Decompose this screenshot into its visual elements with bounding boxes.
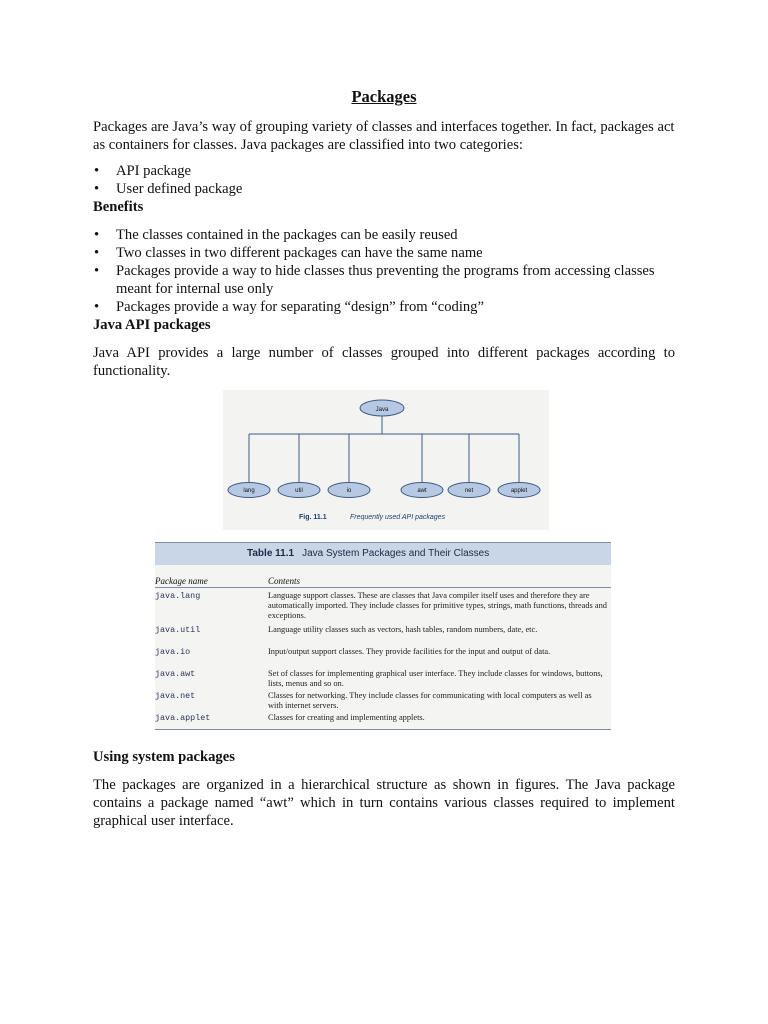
tree-node-io: [328, 483, 370, 498]
table-title: Java System Packages and Their Classes: [302, 548, 490, 559]
tree-root-node: [360, 400, 404, 416]
package-name: java.net: [155, 691, 196, 701]
tree-node-lang: [228, 483, 270, 498]
column-header-contents: Contents: [268, 576, 301, 586]
table-row: [155, 669, 611, 691]
tree-node-util: [278, 483, 320, 498]
package-contents: Language utility classes such as vectors, hash tables, random numbers, date, etc.: [268, 625, 538, 634]
list-item: • User defined package: [93, 180, 675, 198]
table-row: [155, 625, 611, 647]
package-name: java.lang: [155, 591, 201, 601]
tree-node-label: lang: [243, 488, 255, 494]
package-name: java.awt: [155, 669, 196, 679]
benefits-list: [93, 226, 675, 316]
table-label: Table 11.1: [247, 548, 295, 559]
package-tree-diagram: [223, 390, 549, 530]
tree-node-net: [448, 483, 490, 498]
document-page: [93, 86, 675, 830]
table-row: [155, 713, 611, 725]
package-contents: Classes for creating and implementing applets.: [268, 713, 425, 722]
figure-caption-label: Fig. 11.1: [299, 514, 327, 521]
tree-node-label: io: [346, 488, 352, 494]
package-contents: Set of classes for implementing graphical user interface. They include classes for windows, buttons, lists, menus and so on.: [268, 669, 603, 688]
api-paragraph: Java API provides a large number of classes grouped into different packages according to functionality.: [93, 345, 675, 379]
tree-node-label: awt: [417, 488, 427, 494]
tree-node-awt: [401, 483, 443, 498]
figure-caption-text: Frequently used API packages: [350, 514, 446, 521]
table-title-bar: [155, 542, 611, 565]
package-contents: Classes for networking. They include classes for communicating with local computers as well as with internet servers.: [268, 691, 592, 710]
tree-root-label: Java: [375, 407, 389, 413]
table-header: [155, 569, 611, 588]
package-name: java.io: [155, 647, 191, 657]
package-name: java.util: [155, 625, 201, 635]
package-tree-figure: [223, 390, 549, 530]
column-header-package: Package name: [155, 576, 208, 586]
packages-table: [155, 542, 611, 730]
table-row: [155, 591, 611, 625]
list-item: • Packages provide a way to hide classes thus preventing the programs from accessing classes meant for internal use only: [93, 262, 675, 298]
package-contents: Language support classes. These are classes that Java compiler itself uses and therefore they are automatically imported. They include classes for primitive types, strings, math functions, threads and exceptions.: [268, 591, 607, 620]
api-packages-heading: Java API packages: [93, 317, 211, 333]
benefits-heading: Benefits: [93, 199, 144, 215]
table-bottom-rule: [155, 729, 611, 730]
using-paragraph: The packages are organized in a hierarchical structure as shown in figures. The Java package contains a package named “awt” which in turn contains various classes required to implement graphical user interface.: [93, 777, 675, 829]
page-title: Packages: [351, 87, 417, 106]
list-item: • Packages provide a way for separating “design” from “coding”: [93, 298, 675, 316]
categories-list: [93, 162, 675, 198]
tree-node-label: net: [464, 488, 474, 494]
tree-node-applet: [498, 483, 540, 498]
package-contents: Input/output support classes. They provide facilities for the input and output of data.: [268, 647, 551, 656]
list-item: • API package: [93, 162, 675, 180]
table-row: [155, 647, 611, 669]
tree-node-label: applet: [510, 488, 528, 494]
using-system-packages-heading: Using system packages: [93, 749, 235, 765]
list-item: • The classes contained in the packages can be easily reused: [93, 226, 675, 244]
intro-paragraph: Packages are Java’s way of grouping variety of classes and interfaces together. In fact, packages act as containers for classes. Java packages are classified into two categories:: [93, 119, 675, 153]
figure-area: [93, 390, 675, 742]
package-name: java.applet: [155, 713, 211, 723]
list-item: • Two classes in two different packages can have the same name: [93, 244, 675, 262]
table-row: [155, 691, 611, 713]
tree-node-label: util: [295, 488, 303, 494]
